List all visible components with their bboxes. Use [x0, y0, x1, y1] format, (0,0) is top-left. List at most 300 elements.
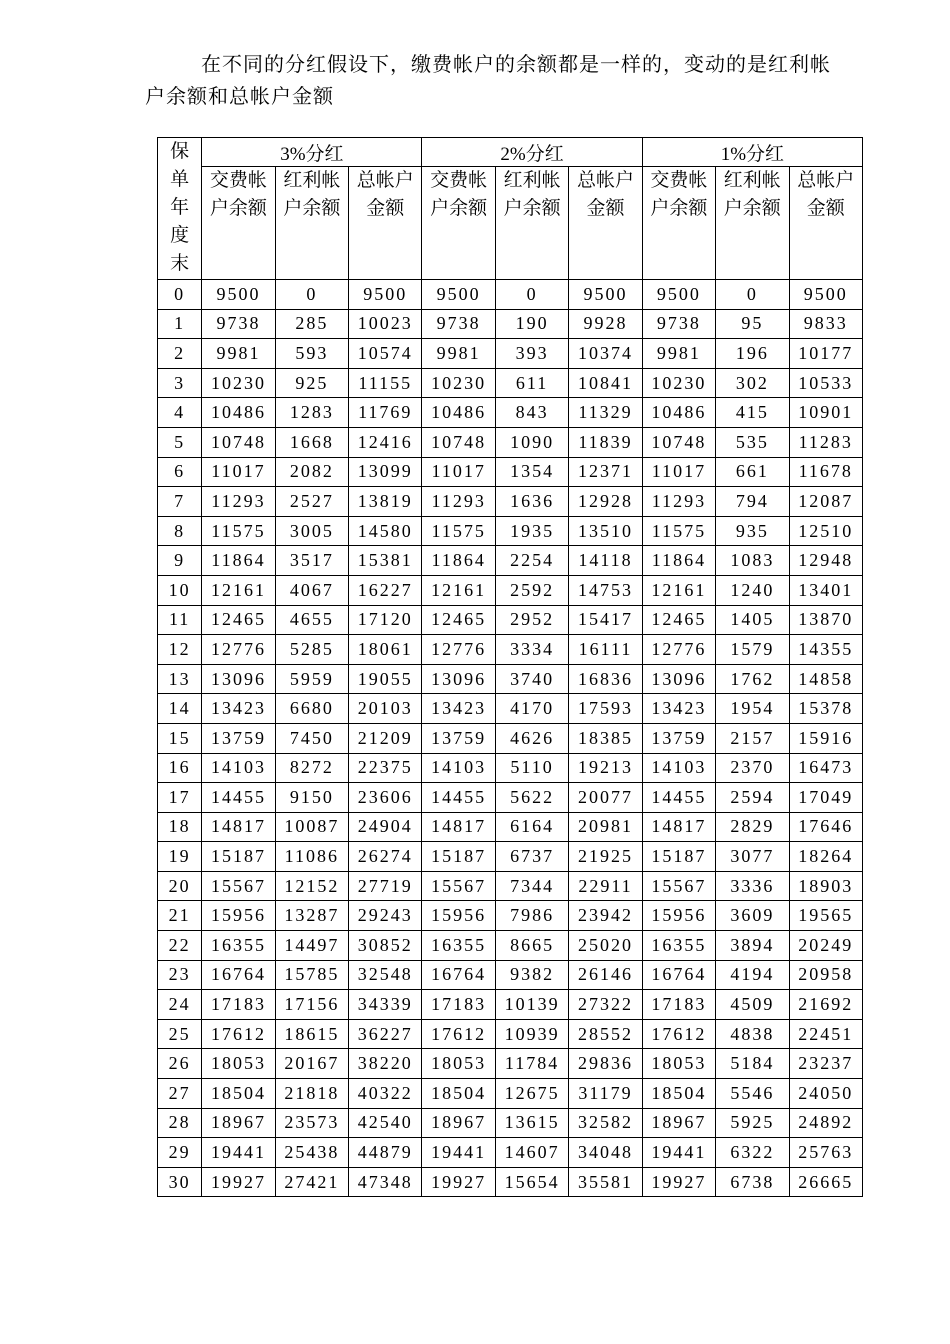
- value-cell: 1762: [716, 664, 789, 694]
- value-cell: 44879: [349, 1138, 422, 1168]
- value-cell: 1354: [495, 457, 568, 487]
- value-cell: 19441: [422, 1138, 495, 1168]
- value-cell: 31179: [569, 1079, 642, 1109]
- table-row: [158, 1138, 863, 1168]
- value-cell: 25438: [275, 1138, 348, 1168]
- value-cell: 4194: [716, 960, 789, 990]
- value-cell: 3609: [716, 901, 789, 931]
- value-cell: 4067: [275, 575, 348, 605]
- table-row: [158, 960, 863, 990]
- value-cell: 415: [716, 398, 789, 428]
- value-cell: 22451: [789, 1019, 862, 1049]
- value-cell: 16355: [642, 931, 715, 961]
- policy-year-cell: 11: [158, 605, 202, 635]
- value-cell: 21818: [275, 1079, 348, 1109]
- value-cell: 11839: [569, 427, 642, 457]
- value-cell: 12371: [569, 457, 642, 487]
- value-cell: 10087: [275, 812, 348, 842]
- value-cell: 22375: [349, 753, 422, 783]
- value-cell: 17646: [789, 812, 862, 842]
- value-cell: 5959: [275, 664, 348, 694]
- policy-year-cell: 20: [158, 871, 202, 901]
- value-cell: 15187: [422, 842, 495, 872]
- value-cell: 1668: [275, 427, 348, 457]
- value-cell: 12152: [275, 871, 348, 901]
- value-cell: 11293: [642, 487, 715, 517]
- policy-year-cell: 15: [158, 723, 202, 753]
- value-cell: 1240: [716, 575, 789, 605]
- value-cell: 13870: [789, 605, 862, 635]
- value-cell: 11293: [422, 487, 495, 517]
- value-cell: 19927: [202, 1167, 275, 1197]
- value-cell: 29836: [569, 1049, 642, 1079]
- value-cell: 7450: [275, 723, 348, 753]
- value-cell: 19565: [789, 901, 862, 931]
- value-cell: 20981: [569, 812, 642, 842]
- value-cell: 11575: [202, 516, 275, 546]
- value-cell: 35581: [569, 1167, 642, 1197]
- value-cell: 9981: [422, 339, 495, 369]
- policy-year-cell: 26: [158, 1049, 202, 1079]
- value-cell: 11293: [202, 487, 275, 517]
- value-cell: 1579: [716, 635, 789, 665]
- group-header-2pct: 2%分红: [422, 138, 642, 167]
- value-cell: 13423: [642, 694, 715, 724]
- policy-year-cell: 21: [158, 901, 202, 931]
- value-cell: 11864: [422, 546, 495, 576]
- value-cell: 11575: [642, 516, 715, 546]
- value-cell: 12465: [202, 605, 275, 635]
- value-cell: 16836: [569, 664, 642, 694]
- table-row: [158, 309, 863, 339]
- value-cell: 17612: [642, 1019, 715, 1049]
- value-cell: 20249: [789, 931, 862, 961]
- value-cell: 47348: [349, 1167, 422, 1197]
- table-row: [158, 1108, 863, 1138]
- value-cell: 13099: [349, 457, 422, 487]
- policy-year-cell: 23: [158, 960, 202, 990]
- value-cell: 16764: [202, 960, 275, 990]
- table-row: [158, 487, 863, 517]
- value-cell: 10748: [642, 427, 715, 457]
- table-row: [158, 1079, 863, 1109]
- value-cell: 27719: [349, 871, 422, 901]
- policy-year-cell: 8: [158, 516, 202, 546]
- value-cell: 10230: [642, 368, 715, 398]
- value-cell: 26274: [349, 842, 422, 872]
- group-header-1pct: 1%分红: [642, 138, 862, 167]
- table-row: [158, 368, 863, 398]
- value-cell: 25020: [569, 931, 642, 961]
- value-cell: 9738: [422, 309, 495, 339]
- value-cell: 6322: [716, 1138, 789, 1168]
- table-row: [158, 871, 863, 901]
- value-cell: 13759: [642, 723, 715, 753]
- value-cell: 15654: [495, 1167, 568, 1197]
- value-cell: 9738: [642, 309, 715, 339]
- value-cell: 17612: [422, 1019, 495, 1049]
- value-cell: 30852: [349, 931, 422, 961]
- value-cell: 15567: [422, 871, 495, 901]
- value-cell: 16111: [569, 635, 642, 665]
- value-cell: 12675: [495, 1079, 568, 1109]
- total-account-amount-header: 总帐户 金额: [789, 167, 862, 280]
- bonus-account-balance-header: 红利帐 户余额: [275, 167, 348, 280]
- value-cell: 10748: [422, 427, 495, 457]
- value-cell: 15956: [422, 901, 495, 931]
- value-cell: 11283: [789, 427, 862, 457]
- value-cell: 42540: [349, 1108, 422, 1138]
- value-cell: 8272: [275, 753, 348, 783]
- value-cell: 27322: [569, 990, 642, 1020]
- value-cell: 13510: [569, 516, 642, 546]
- value-cell: 661: [716, 457, 789, 487]
- value-cell: 10486: [422, 398, 495, 428]
- value-cell: 15567: [642, 871, 715, 901]
- intro-line-2: 户余额和总帐户金额: [145, 84, 334, 108]
- table-body: [158, 280, 863, 1197]
- policy-year-cell: 6: [158, 457, 202, 487]
- policy-year-cell: 27: [158, 1079, 202, 1109]
- value-cell: 18967: [422, 1108, 495, 1138]
- table-row: [158, 398, 863, 428]
- policy-year-cell: 24: [158, 990, 202, 1020]
- group-header-row: [158, 138, 863, 167]
- value-cell: 17612: [202, 1019, 275, 1049]
- policy-year-cell: 18: [158, 812, 202, 842]
- value-cell: 5184: [716, 1049, 789, 1079]
- group-header-3pct: 3%分红: [202, 138, 422, 167]
- value-cell: 16355: [202, 931, 275, 961]
- value-cell: 5546: [716, 1079, 789, 1109]
- value-cell: 2829: [716, 812, 789, 842]
- value-cell: 11329: [569, 398, 642, 428]
- value-cell: 15956: [642, 901, 715, 931]
- premium-account-balance-header: 交费帐 户余额: [422, 167, 495, 280]
- value-cell: 3336: [716, 871, 789, 901]
- value-cell: 15916: [789, 723, 862, 753]
- value-cell: 19927: [422, 1167, 495, 1197]
- value-cell: 6737: [495, 842, 568, 872]
- value-cell: 2527: [275, 487, 348, 517]
- policy-year-cell: 3: [158, 368, 202, 398]
- value-cell: 13096: [202, 664, 275, 694]
- value-cell: 21692: [789, 990, 862, 1020]
- value-cell: 15567: [202, 871, 275, 901]
- value-cell: 18264: [789, 842, 862, 872]
- value-cell: 1935: [495, 516, 568, 546]
- policy-year-cell: 19: [158, 842, 202, 872]
- value-cell: 14103: [422, 753, 495, 783]
- value-cell: 32548: [349, 960, 422, 990]
- table-row: [158, 546, 863, 576]
- value-cell: 1954: [716, 694, 789, 724]
- value-cell: 18615: [275, 1019, 348, 1049]
- value-cell: 18053: [422, 1049, 495, 1079]
- value-cell: 1636: [495, 487, 568, 517]
- value-cell: 19213: [569, 753, 642, 783]
- value-cell: 9738: [202, 309, 275, 339]
- value-cell: 19055: [349, 664, 422, 694]
- value-cell: 12948: [789, 546, 862, 576]
- value-cell: 4509: [716, 990, 789, 1020]
- value-cell: 36227: [349, 1019, 422, 1049]
- value-cell: 18504: [422, 1079, 495, 1109]
- value-cell: 1405: [716, 605, 789, 635]
- value-cell: 34048: [569, 1138, 642, 1168]
- sub-header-row: [158, 167, 863, 280]
- value-cell: 14455: [642, 783, 715, 813]
- table-row: [158, 753, 863, 783]
- value-cell: 9382: [495, 960, 568, 990]
- value-cell: 13759: [202, 723, 275, 753]
- value-cell: 593: [275, 339, 348, 369]
- value-cell: 18504: [202, 1079, 275, 1109]
- value-cell: 5110: [495, 753, 568, 783]
- policy-year-cell: 17: [158, 783, 202, 813]
- value-cell: 15785: [275, 960, 348, 990]
- value-cell: 21209: [349, 723, 422, 753]
- value-cell: 14817: [422, 812, 495, 842]
- value-cell: 12161: [202, 575, 275, 605]
- table-row: [158, 427, 863, 457]
- value-cell: 9500: [642, 280, 715, 310]
- value-cell: 12465: [642, 605, 715, 635]
- value-cell: 10374: [569, 339, 642, 369]
- value-cell: 0: [495, 280, 568, 310]
- policy-year-cell: 14: [158, 694, 202, 724]
- value-cell: 17156: [275, 990, 348, 1020]
- value-cell: 11864: [202, 546, 275, 576]
- value-cell: 15378: [789, 694, 862, 724]
- value-cell: 3517: [275, 546, 348, 576]
- value-cell: 38220: [349, 1049, 422, 1079]
- value-cell: 17183: [642, 990, 715, 1020]
- value-cell: 285: [275, 309, 348, 339]
- value-cell: 10841: [569, 368, 642, 398]
- value-cell: 12776: [422, 635, 495, 665]
- value-cell: 24050: [789, 1079, 862, 1109]
- value-cell: 12087: [789, 487, 862, 517]
- value-cell: 14118: [569, 546, 642, 576]
- value-cell: 6738: [716, 1167, 789, 1197]
- value-cell: 10486: [642, 398, 715, 428]
- policy-year-cell: 0: [158, 280, 202, 310]
- bonus-account-balance-header: 红利帐 户余额: [716, 167, 789, 280]
- value-cell: 9500: [202, 280, 275, 310]
- value-cell: 794: [716, 487, 789, 517]
- table-row: [158, 842, 863, 872]
- value-cell: 12510: [789, 516, 862, 546]
- value-cell: 9500: [349, 280, 422, 310]
- value-cell: 9928: [569, 309, 642, 339]
- value-cell: 18053: [202, 1049, 275, 1079]
- policy-year-cell: 5: [158, 427, 202, 457]
- value-cell: 11155: [349, 368, 422, 398]
- value-cell: 15381: [349, 546, 422, 576]
- policy-year-cell: 13: [158, 664, 202, 694]
- table-row: [158, 605, 863, 635]
- value-cell: 18903: [789, 871, 862, 901]
- value-cell: 4170: [495, 694, 568, 724]
- policy-year-cell: 28: [158, 1108, 202, 1138]
- value-cell: 11017: [202, 457, 275, 487]
- policy-year-cell: 1: [158, 309, 202, 339]
- value-cell: 16355: [422, 931, 495, 961]
- policy-year-header: 保 单 年 度 末: [158, 138, 202, 280]
- value-cell: 19441: [642, 1138, 715, 1168]
- value-cell: 14455: [202, 783, 275, 813]
- value-cell: 14355: [789, 635, 862, 665]
- value-cell: 95: [716, 309, 789, 339]
- value-cell: 20958: [789, 960, 862, 990]
- intro-paragraph: [145, 48, 880, 112]
- value-cell: 13287: [275, 901, 348, 931]
- value-cell: 13819: [349, 487, 422, 517]
- value-cell: 23237: [789, 1049, 862, 1079]
- value-cell: 11086: [275, 842, 348, 872]
- value-cell: 3005: [275, 516, 348, 546]
- value-cell: 11864: [642, 546, 715, 576]
- value-cell: 32582: [569, 1108, 642, 1138]
- value-cell: 12161: [422, 575, 495, 605]
- value-cell: 302: [716, 368, 789, 398]
- value-cell: 23606: [349, 783, 422, 813]
- value-cell: 14103: [202, 753, 275, 783]
- value-cell: 14817: [202, 812, 275, 842]
- value-cell: 1283: [275, 398, 348, 428]
- value-cell: 17183: [202, 990, 275, 1020]
- value-cell: 3334: [495, 635, 568, 665]
- table-row: [158, 1019, 863, 1049]
- table-row: [158, 723, 863, 753]
- value-cell: 4626: [495, 723, 568, 753]
- premium-account-balance-header: 交费帐 户余额: [642, 167, 715, 280]
- value-cell: 10939: [495, 1019, 568, 1049]
- policy-year-cell: 9: [158, 546, 202, 576]
- policy-year-cell: 4: [158, 398, 202, 428]
- value-cell: 28552: [569, 1019, 642, 1049]
- value-cell: 10230: [202, 368, 275, 398]
- policy-year-cell: 30: [158, 1167, 202, 1197]
- value-cell: 2370: [716, 753, 789, 783]
- value-cell: 12776: [202, 635, 275, 665]
- value-cell: 16473: [789, 753, 862, 783]
- table-row: [158, 783, 863, 813]
- value-cell: 1090: [495, 427, 568, 457]
- value-cell: 11575: [422, 516, 495, 546]
- value-cell: 5285: [275, 635, 348, 665]
- table-row: [158, 280, 863, 310]
- value-cell: 925: [275, 368, 348, 398]
- value-cell: 843: [495, 398, 568, 428]
- value-cell: 0: [716, 280, 789, 310]
- value-cell: 26665: [789, 1167, 862, 1197]
- table-row: [158, 516, 863, 546]
- value-cell: 10177: [789, 339, 862, 369]
- value-cell: 12416: [349, 427, 422, 457]
- value-cell: 18385: [569, 723, 642, 753]
- value-cell: 535: [716, 427, 789, 457]
- value-cell: 15417: [569, 605, 642, 635]
- value-cell: 2592: [495, 575, 568, 605]
- table-row: [158, 931, 863, 961]
- value-cell: 9981: [642, 339, 715, 369]
- value-cell: 11017: [422, 457, 495, 487]
- value-cell: 3740: [495, 664, 568, 694]
- value-cell: 14817: [642, 812, 715, 842]
- value-cell: 393: [495, 339, 568, 369]
- value-cell: 16227: [349, 575, 422, 605]
- table-row: [158, 635, 863, 665]
- value-cell: 26146: [569, 960, 642, 990]
- value-cell: 196: [716, 339, 789, 369]
- value-cell: 14753: [569, 575, 642, 605]
- table-row: [158, 1049, 863, 1079]
- table-row: [158, 457, 863, 487]
- value-cell: 9981: [202, 339, 275, 369]
- value-cell: 18061: [349, 635, 422, 665]
- value-cell: 10230: [422, 368, 495, 398]
- value-cell: 17120: [349, 605, 422, 635]
- value-cell: 25763: [789, 1138, 862, 1168]
- value-cell: 2594: [716, 783, 789, 813]
- value-cell: 19441: [202, 1138, 275, 1168]
- value-cell: 14580: [349, 516, 422, 546]
- value-cell: 22911: [569, 871, 642, 901]
- value-cell: 13615: [495, 1108, 568, 1138]
- table-row: [158, 339, 863, 369]
- value-cell: 5622: [495, 783, 568, 813]
- value-cell: 3894: [716, 931, 789, 961]
- value-cell: 10139: [495, 990, 568, 1020]
- value-cell: 23942: [569, 901, 642, 931]
- value-cell: 10533: [789, 368, 862, 398]
- value-cell: 17183: [422, 990, 495, 1020]
- table-row: [158, 1167, 863, 1197]
- table-row: [158, 575, 863, 605]
- value-cell: 12928: [569, 487, 642, 517]
- policy-year-cell: 25: [158, 1019, 202, 1049]
- value-cell: 10023: [349, 309, 422, 339]
- value-cell: 29243: [349, 901, 422, 931]
- value-cell: 3077: [716, 842, 789, 872]
- policy-year-cell: 22: [158, 931, 202, 961]
- value-cell: 13759: [422, 723, 495, 753]
- value-cell: 935: [716, 516, 789, 546]
- value-cell: 9500: [569, 280, 642, 310]
- value-cell: 13401: [789, 575, 862, 605]
- value-cell: 15187: [642, 842, 715, 872]
- value-cell: 11678: [789, 457, 862, 487]
- value-cell: 34339: [349, 990, 422, 1020]
- table-row: [158, 812, 863, 842]
- premium-account-balance-header: 交费帐 户余额: [202, 167, 275, 280]
- value-cell: 8665: [495, 931, 568, 961]
- total-account-amount-header: 总帐户 金额: [569, 167, 642, 280]
- value-cell: 20167: [275, 1049, 348, 1079]
- value-cell: 14858: [789, 664, 862, 694]
- value-cell: 9833: [789, 309, 862, 339]
- policy-year-cell: 29: [158, 1138, 202, 1168]
- value-cell: 15956: [202, 901, 275, 931]
- value-cell: 7986: [495, 901, 568, 931]
- value-cell: 23573: [275, 1108, 348, 1138]
- value-cell: 16764: [422, 960, 495, 990]
- value-cell: 17049: [789, 783, 862, 813]
- value-cell: 2157: [716, 723, 789, 753]
- total-account-amount-header: 总帐户 金额: [349, 167, 422, 280]
